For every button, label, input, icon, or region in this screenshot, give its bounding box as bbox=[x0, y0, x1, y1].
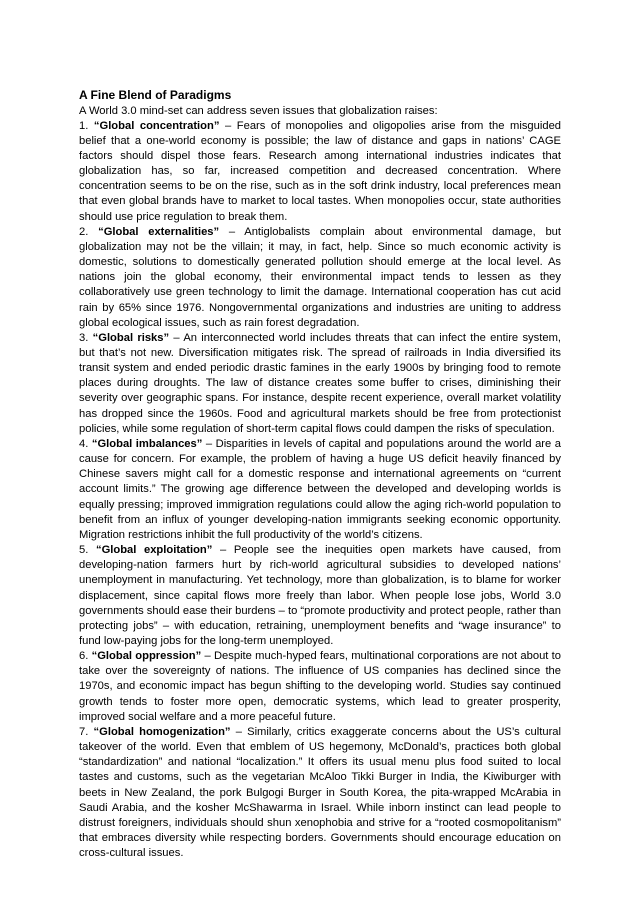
item-text: – Despite much-hyped fears, multinational corporations are not about to take over the sovereignty of nations. The influence of US companies has declined since the 1970s, and economic impact has begun shifting to the developing world. Studies say continued growth tends to foster more open, democratic systems, which lead to greater prosperity, improved social welfare and a more peaceful future. bbox=[79, 650, 562, 723]
item-term: “Global externalities” bbox=[98, 225, 220, 238]
item-number: 6. bbox=[79, 650, 89, 663]
item-number: 7. bbox=[79, 725, 89, 738]
list-item bbox=[79, 119, 561, 225]
item-number: 2. bbox=[79, 225, 89, 238]
item-text: – Antiglobalists complain about environmental damage, but globalization may not be the villain; it may, in fact, help. Since so much economic activity is domestic, solutions to domestically generated pollution should emerge at the local level. As nations join the global economy, their environmental impact tends to lessen as they collaboratively use green technology to limit the damage. International cooperation has cut acid rain by 65% since 1976. Nongovernmental organizations and industries are uniting to address global ecological issues, such as rain forest degradation. bbox=[79, 225, 561, 329]
list-item bbox=[79, 437, 561, 543]
item-number: 1. bbox=[79, 119, 89, 132]
document-title: A Fine Blend of Paradigms bbox=[79, 88, 232, 102]
list-item bbox=[79, 331, 561, 437]
item-text: – People see the inequities open markets have caused, from developing-nation farmers hurt by rich-world agricultural subsidies to developed nations’ unemployment in manufacturing. Yet technology, more than globalization, is to blame for worker displacement, since capital flows more freely than labor. When people lose jobs, World 3.0 governments should ease their burdens – to “promote productivity and protect people, rather than protecting jobs” – with education, retraining, unemployment benefits and “wage insurance” to fund low-paying jobs for the long-term unemployed. bbox=[79, 544, 561, 647]
intro-paragraph: A World 3.0 mind-set can address seven issues that globalization raises: bbox=[79, 104, 438, 117]
item-text: – Fears of monopolies and oligopolies arise from the misguided belief that a one-world economy is possible; the law of distance and gaps in nations’ CAGE factors should dispel those fears. Research among international industries indicates that globalization has, so far, increased competition and decreased concentration. Where concentration seems to be on the rise, such as in the soft drink industry, local preferences mean that even global brands have to market to local tastes. When monopolies occur, state authorities should use price regulation to break them. bbox=[79, 119, 562, 223]
item-number: 3. bbox=[79, 331, 89, 344]
document-page bbox=[79, 88, 561, 861]
item-text: – Disparities in levels of capital and populations around the world are a cause for concern. For example, the problem of having a huge US deficit heavily financed by Chinese savers might call for a domestic response and international agreements on “current account limits.” The growing age difference between the developed and developing worlds is equally pressing; improved immigration regulations could allow the aging rich-world population to benefit from an influx of younger developing-nation immigrants seeking economic opportunity. Migration restrictions inhibit the full productivity of the world’s citizens. bbox=[79, 437, 561, 541]
item-number: 4. bbox=[79, 437, 89, 450]
list-item bbox=[79, 649, 561, 725]
item-term: “Global oppression” bbox=[91, 650, 202, 663]
item-text: – Similarly, critics exaggerate concerns about the US’s cultural takeover of the world. Even that emblem of US hegemony, McDonald’s, practices both global “standardization” and national “localization.” It offers its usual menu plus food suited to local tastes and customs, such as the vegetarian McAloo Tikki Burger in India, the Kiwiburger with beets in New Zealand, the pork Bulgogi Burger in South Korea, the pita-wrapped McArabia in Saudi Arabia, and the kosher McShawarma in Israel. While inborn instinct can lead people to distrust foreigners, individuals should shun xenophobia and strive for a “rooted cosmopolitanism” that embraces diversity while respecting borders. Governments should encourage education on cross-cultural issues. bbox=[79, 725, 561, 860]
item-number: 5. bbox=[79, 544, 89, 557]
item-term: “Global exploitation” bbox=[95, 544, 213, 557]
list-item bbox=[79, 225, 561, 331]
item-term: “Global concentration” bbox=[93, 119, 220, 132]
item-term: “Global imbalances” bbox=[91, 437, 203, 450]
list-item bbox=[79, 543, 561, 649]
item-term: “Global homogenization” bbox=[93, 725, 231, 738]
item-text: – An interconnected world includes threats that can infect the entire system, but that’s not new. Diversification mitigates risk. The spread of railroads in India diversified its transit system and ended periodic drastic famines in the early 1900s by bringing food to remote places during droughts. The law of distance creates some buffer to crises, diminishing their severity over geographic spans. For instance, despite recent experience, overall market volatility has dropped since the 1960s. Food and agricultural markets should be free from protectionist policies, while some regulation of short-term capital flows could dampen the risks of speculation. bbox=[79, 331, 561, 435]
list-item bbox=[79, 725, 561, 861]
item-term: “Global risks” bbox=[92, 331, 170, 344]
